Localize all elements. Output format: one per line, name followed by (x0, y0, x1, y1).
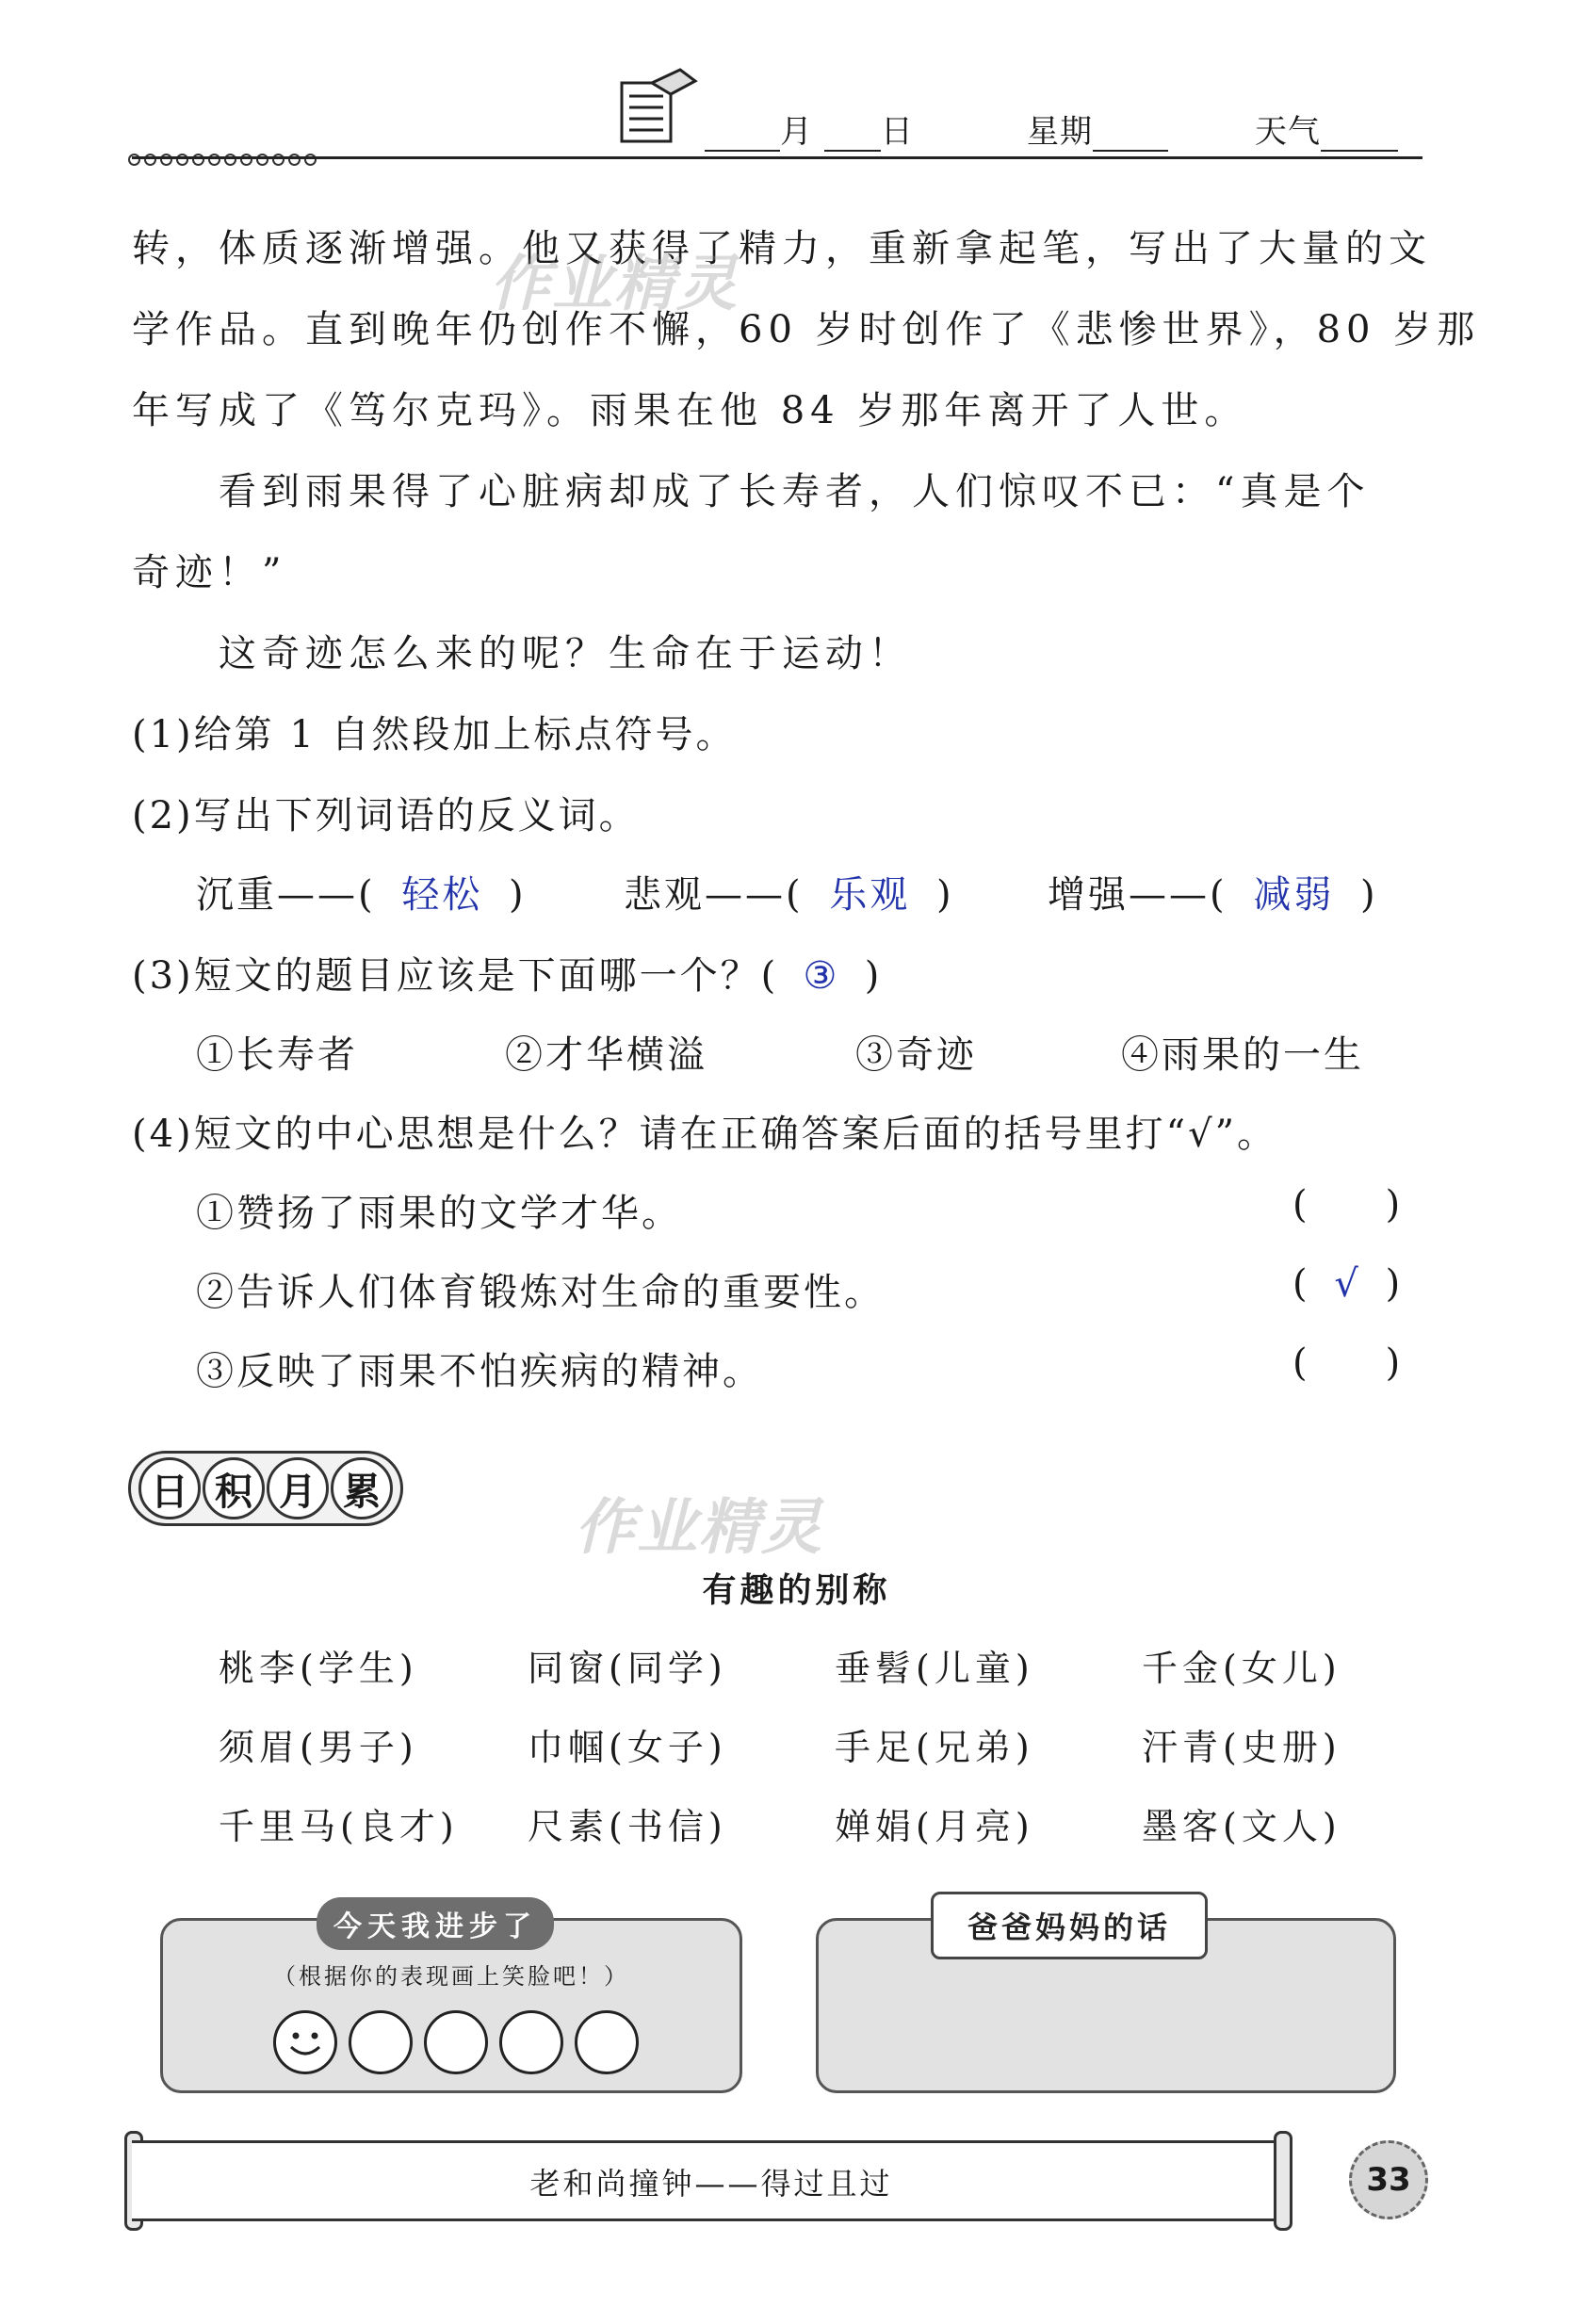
month-label: 月 (780, 113, 813, 151)
antonym-close: ) (1360, 873, 1378, 917)
antonym-close: ) (509, 873, 527, 917)
antonym-item-2 (624, 865, 954, 918)
parents-box-tag: 爸爸妈妈的话 (931, 1892, 1208, 1959)
alias-item: 千里马(良才) (219, 1806, 459, 1847)
alias-item: 垂髫(儿童) (835, 1648, 1034, 1689)
section-title: 有趣的别称 (702, 1571, 891, 1610)
alias-item: 千金(女儿) (1142, 1648, 1341, 1689)
page-number: 33 (1349, 2140, 1428, 2219)
q4-option-1: ①赞扬了雨果的文学才华。 (196, 1192, 682, 1235)
empty-face-circle[interactable] (499, 2010, 563, 2074)
empty-face-circle[interactable] (575, 2010, 639, 2074)
alias-item: 婵娟(月亮) (835, 1806, 1034, 1847)
day-label: 日 (880, 113, 914, 151)
badge-char: 积 (203, 1457, 265, 1520)
q4-mark: √ (1334, 1262, 1361, 1306)
q4-check-1[interactable]: ( ) (1292, 1183, 1404, 1227)
q4-check-3[interactable]: ( ) (1292, 1341, 1404, 1385)
smiley-row (273, 2010, 639, 2074)
date-field[interactable] (705, 106, 914, 152)
weekday-label: 星期 (1027, 113, 1093, 151)
question-3 (132, 946, 882, 999)
q3-option-3: ③奇迹 (855, 1033, 977, 1077)
antonym-answer[interactable]: 轻松 (401, 873, 483, 917)
alias-item: 墨客(文人) (1142, 1806, 1341, 1847)
antonym-word: 沉重——( (196, 873, 376, 917)
q3-option-1: ①长寿者 (196, 1033, 358, 1077)
question-3-text: (3)短文的题目应该是下面哪一个？( (132, 954, 779, 998)
question-3-close: ) (864, 954, 883, 998)
alias-item: 手足(兄弟) (835, 1727, 1034, 1768)
alias-item: 须眉(男子) (219, 1727, 418, 1768)
antonym-item-3 (1048, 865, 1378, 918)
header-dot-row (128, 152, 320, 170)
question-1: (1)给第 1 自然段加上标点符号。 (132, 713, 737, 756)
q4-check-2[interactable]: ( √ ) (1292, 1262, 1404, 1306)
q3-option-4: ④雨果的一生 (1121, 1033, 1364, 1077)
progress-box-tag: 今天我进步了 (317, 1897, 554, 1950)
antonym-answer[interactable]: 乐观 (829, 873, 911, 917)
weather-label: 天气 (1255, 113, 1321, 151)
q4-option-2: ②告诉人们体育锻炼对生命的重要性。 (196, 1271, 885, 1314)
watermark: 作业精灵 (575, 1493, 823, 1563)
alias-item: 尺素(书信) (528, 1806, 727, 1847)
question-2: (2)写出下列词语的反义词。 (132, 794, 640, 837)
progress-box-hint: （根据你的表现画上笑脸吧！） (273, 1963, 629, 1990)
smiley-face-icon[interactable] (273, 2010, 337, 2074)
badge-char: 累 (331, 1457, 393, 1520)
passage-line-3: 年写成了《笃尔克玛》。雨果在他 84 岁那年离开了人世。 (132, 389, 1248, 432)
q3-option-2: ②才华横溢 (505, 1033, 707, 1077)
passage-line-4: 看到雨果得了心脏病却成了长寿者，人们惊叹不已：“真是个 (219, 470, 1371, 513)
alias-item: 汗青(史册) (1142, 1727, 1341, 1768)
passage-line-6: 这奇迹怎么来的呢？生命在于运动！ (219, 632, 912, 675)
header-book-icon (614, 62, 699, 151)
header-divider (132, 156, 1422, 159)
badge-char: 日 (138, 1457, 201, 1520)
alias-item: 巾帼(女子) (528, 1727, 727, 1768)
weather-field[interactable] (1255, 106, 1398, 152)
q4-option-3: ③反映了雨果不怕疾病的精神。 (196, 1350, 763, 1393)
antonym-answer[interactable]: 减弱 (1253, 873, 1335, 917)
question-4: (4)短文的中心思想是什么？请在正确答案后面的括号里打“√”。 (132, 1113, 1278, 1156)
empty-face-circle[interactable] (349, 2010, 413, 2074)
antonym-word: 增强——( (1048, 873, 1227, 917)
badge-char: 月 (267, 1457, 329, 1520)
passage-line-1: 转，体质逐渐增强。他又获得了精力，重新拿起笔，写出了大量的文 (132, 227, 1432, 270)
empty-face-circle[interactable] (424, 2010, 488, 2074)
passage-line-5: 奇迹！” (132, 551, 287, 594)
alias-item: 同窗(同学) (528, 1648, 727, 1689)
footer-saying: 老和尚撞钟——得过且过 (529, 2166, 893, 2202)
weekday-field[interactable] (1027, 106, 1168, 152)
watermark: 作业精灵 (490, 250, 739, 319)
antonym-close: ) (936, 873, 954, 917)
antonym-item-1 (196, 865, 527, 918)
alias-item: 桃李(学生) (219, 1648, 418, 1689)
section-badge (128, 1451, 403, 1526)
antonym-word: 悲观——( (624, 873, 804, 917)
passage-line-2: 学作品。直到晚年仍创作不懈，60 岁时创作了《悲惨世界》，80 岁那 (132, 308, 1481, 351)
question-3-answer[interactable]: ③ (803, 954, 840, 998)
